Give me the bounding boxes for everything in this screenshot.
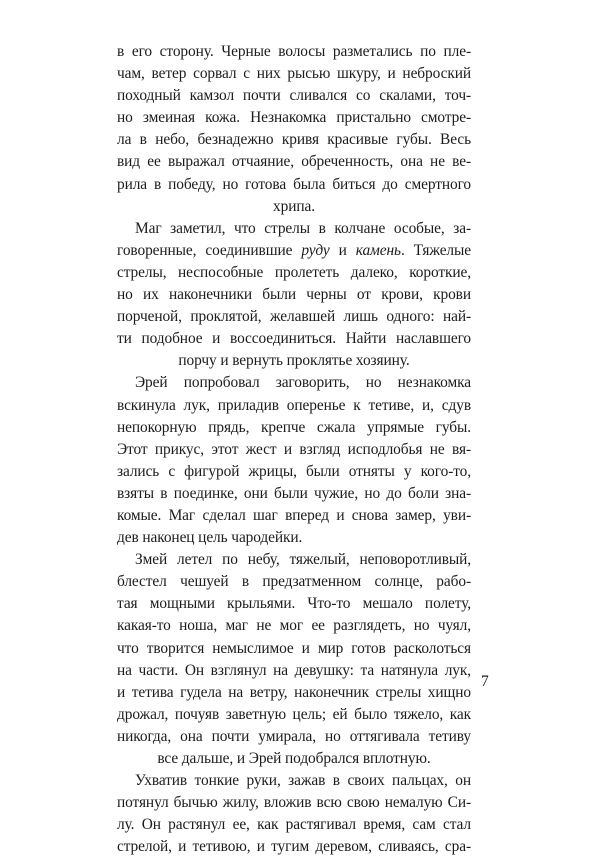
text-line: комые. Маг сделал шаг вперед и снова замер, уви- [117, 506, 471, 524]
text-fragment: и [329, 241, 356, 259]
text-line: Маг заметил, что стрелы в колчане особые, за- [135, 219, 471, 237]
text-line: Ухватив тонкие руки, зажав в своих пальцах, он [135, 772, 471, 790]
text-line: ти подобное и воссоединиться. Найти наславшего [117, 330, 471, 348]
text-fragment: говоренные, соединившие [117, 241, 302, 259]
text-line: походный камзол почти сливался со скалами, точ- [117, 87, 471, 105]
italic-word: руду [301, 241, 330, 259]
text-line: непокорную прядь, крепче сжала упрямые губы. [117, 418, 471, 436]
text-line: порченой, проклятой, желавшей лишь одного: най- [117, 308, 471, 326]
text-line: дев наконец цель чародейки. [117, 529, 303, 547]
italic-word: камень [355, 241, 401, 259]
text-line: в его сторону. Черные волосы разметались по пле- [117, 43, 471, 60]
text-line: стрелой, и тетивою, и тугим деревом, сливаясь, сра- [117, 838, 471, 856]
text-line: хрипа. [273, 197, 315, 215]
text-line: никогда, она почти умирала, но оттягивала тетиву [117, 727, 471, 745]
text-line: Змей летел по небу, тяжелый, неповоротливый, [135, 551, 471, 569]
text-line: все дальше, и Эрей подобрался вплотную. [157, 750, 431, 767]
text-line: но змеиная кожа. Незнакомка пристально смотре- [117, 109, 471, 127]
text-line: стрелы, неспособные пролететь далеко, короткие, [117, 263, 471, 281]
text-line: рила в победу, но готова была биться до смертного [117, 175, 471, 193]
text-line: какая-то ноша, маг не мог ее разглядеть, но чуял, [117, 617, 471, 635]
text-line: но их наконечники были черны от крови, крови [117, 286, 471, 304]
text-line: на части. Он взглянул на девушку: та натянула лук, [117, 661, 471, 679]
text-line: что творится немыслимое и мир готов расколоться [117, 639, 471, 657]
text-line: тая мощными крыльями. Что-то мешало полету, [117, 595, 471, 613]
text-line: дрожал, почуяв заветную цель; ей было тяжело, как [117, 705, 471, 723]
text-line: взяты в поединке, они были чужие, но до боли зна- [117, 484, 471, 502]
text-line: вид ее выражал отчаяние, обреченность, она не ве- [117, 153, 471, 171]
text-fragment: . Тяжелые [400, 241, 471, 259]
text-line: Этот прикус, этот жест и взгляд исподлобья не вя- [117, 440, 471, 458]
text-line: чам, ветер сорвал с них рысью шкуру, и неброский [117, 65, 471, 83]
text-line: и тетива гудела на ветру, наконечник стрелы хищно [117, 683, 471, 701]
page-number: 7 [481, 673, 489, 690]
text-line: вскинула лук, приладив оперенье к тетиве, и, сдув [117, 396, 471, 414]
text-line: порчу и вернуть проклятье хозяину. [178, 352, 410, 370]
text-line: ла в небо, безнадежно кривя красивые губы. Весь [117, 131, 471, 149]
page-text [117, 41, 471, 858]
text-line: потянул бычью жилу, вложив всю свою немалую Си- [117, 794, 471, 812]
text-line-with-italics [117, 240, 471, 262]
text-line: лу. Он растянул ее, как растягивал время, сам стал [117, 816, 471, 834]
text-line: зались с фигурой жрицы, были отняты у кого-то, [117, 462, 471, 480]
text-line: блестел чешуей в предзатменном солнце, рабо- [117, 573, 471, 591]
text-line: Эрей попробовал заговорить, но незнакомка [135, 374, 471, 392]
